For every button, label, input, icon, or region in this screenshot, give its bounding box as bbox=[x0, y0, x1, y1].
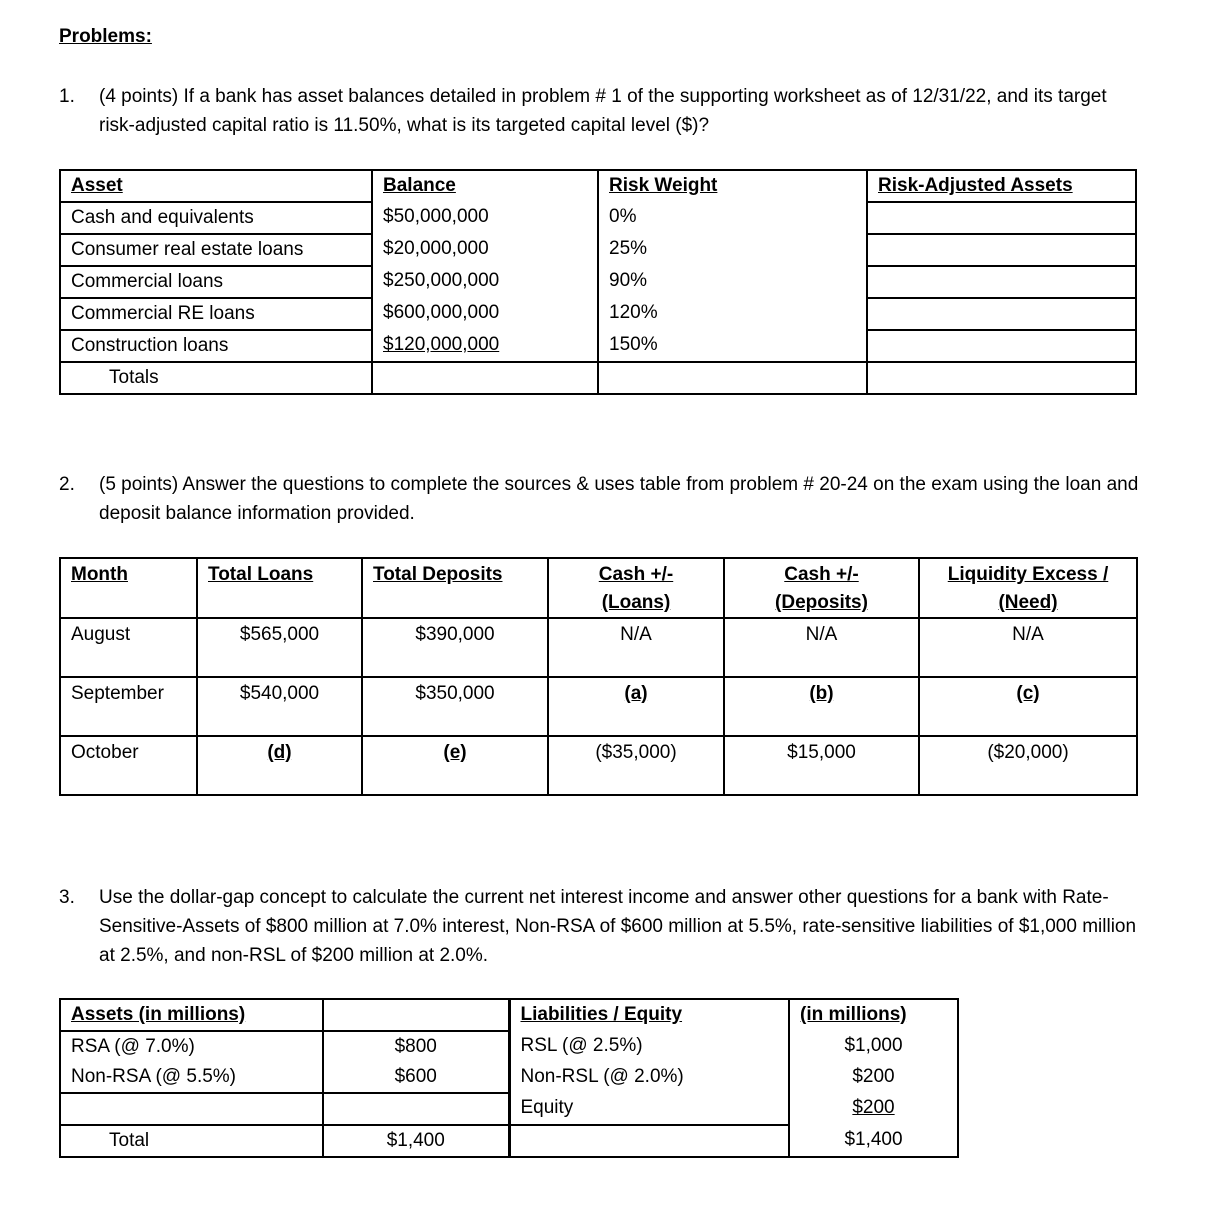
header-risk-adjusted: Risk-Adjusted Assets bbox=[867, 170, 1136, 202]
cell: ($35,000) bbox=[548, 736, 724, 795]
cell: $120,000,000 bbox=[372, 330, 598, 362]
cell: $50,000,000 bbox=[372, 202, 598, 234]
cell: October bbox=[60, 736, 197, 795]
header-cash-deposits bbox=[724, 558, 919, 618]
question-text: Use the dollar-gap concept to calculate the current net interest income and answer other questions for a bank with Rate-Sensitive-Assets of $800 million at 7.0% interest, Non-RSA of $600 million at 5.5%, rate-sensitive liabilities of $1,000 million at 2.5%, and non-RSL of $200 million at 2.0%. bbox=[99, 887, 1137, 966]
question-1 bbox=[59, 82, 1139, 140]
cell: Consumer real estate loans bbox=[60, 234, 372, 266]
cell: 150% bbox=[598, 330, 867, 362]
cell: 25% bbox=[598, 234, 867, 266]
cell: N/A bbox=[548, 618, 724, 677]
header-risk-weight: Risk Weight bbox=[598, 170, 867, 202]
blank-d: (d) bbox=[197, 736, 362, 795]
cell: $600,000,000 bbox=[372, 298, 598, 330]
table-row bbox=[60, 677, 1137, 736]
cell: $350,000 bbox=[362, 677, 548, 736]
dollar-gap-table bbox=[59, 998, 959, 1158]
header-line: (Need) bbox=[998, 592, 1058, 613]
question-number: 2. bbox=[59, 474, 75, 495]
header-liabilities: Liabilities / Equity bbox=[509, 999, 789, 1031]
header-total-deposits: Total Deposits bbox=[362, 558, 548, 618]
totals-row bbox=[60, 1125, 958, 1157]
page-title: Problems: bbox=[59, 26, 152, 47]
question-text: (4 points) If a bank has asset balances detailed in problem # 1 of the supporting worksheet as of 12/31/22, and its target risk-adjusted capital ratio is 11.50%, what is its targeted capital level ($)? bbox=[99, 86, 1107, 136]
cell: RSL (@ 2.5%) bbox=[509, 1031, 789, 1062]
header-in-millions: (in millions) bbox=[789, 999, 958, 1031]
table-row bbox=[60, 234, 1136, 266]
cell: 0% bbox=[598, 202, 867, 234]
cell: Equity bbox=[509, 1093, 789, 1125]
cell: $200 bbox=[789, 1093, 958, 1125]
cell: 120% bbox=[598, 298, 867, 330]
table-row bbox=[60, 736, 1137, 795]
table-header-row bbox=[60, 999, 958, 1031]
cell: $1,400 bbox=[789, 1125, 958, 1157]
header-total-loans: Total Loans bbox=[197, 558, 362, 618]
blank-b: (b) bbox=[724, 677, 919, 736]
cell bbox=[598, 362, 867, 394]
cell: September bbox=[60, 677, 197, 736]
cell bbox=[509, 1125, 789, 1157]
cell bbox=[867, 234, 1136, 266]
question-number: 3. bbox=[59, 887, 75, 908]
risk-weight-table bbox=[59, 169, 1137, 395]
totals-row bbox=[60, 362, 1136, 394]
cell: N/A bbox=[919, 618, 1137, 677]
cell bbox=[867, 298, 1136, 330]
cell bbox=[867, 266, 1136, 298]
cell bbox=[323, 999, 509, 1031]
question-number: 1. bbox=[59, 86, 75, 107]
cell: $15,000 bbox=[724, 736, 919, 795]
table-row bbox=[60, 1031, 958, 1062]
cell: $250,000,000 bbox=[372, 266, 598, 298]
totals-label: Total bbox=[60, 1125, 323, 1157]
table-row bbox=[60, 330, 1136, 362]
cell: $200 bbox=[789, 1062, 958, 1093]
cell bbox=[867, 202, 1136, 234]
sources-uses-table bbox=[59, 557, 1138, 796]
cell: Non-RSA (@ 5.5%) bbox=[71, 1066, 237, 1087]
totals-label: Totals bbox=[60, 362, 372, 394]
cell: ($20,000) bbox=[919, 736, 1137, 795]
blank-e: (e) bbox=[362, 736, 548, 795]
cell: $600 bbox=[323, 1062, 509, 1093]
cell: Construction loans bbox=[60, 330, 372, 362]
cell: Cash and equivalents bbox=[60, 202, 372, 234]
cell: 90% bbox=[598, 266, 867, 298]
table-header-row bbox=[60, 558, 1137, 618]
header-line: (Deposits) bbox=[775, 592, 868, 613]
cell: $390,000 bbox=[362, 618, 548, 677]
cell bbox=[372, 362, 598, 394]
cell: $1,000 bbox=[789, 1031, 958, 1062]
blank-a: (a) bbox=[548, 677, 724, 736]
header-cash-loans bbox=[548, 558, 724, 618]
cell: Commercial RE loans bbox=[60, 298, 372, 330]
question-text: (5 points) Answer the questions to complete the sources & uses table from problem # 20-24 on the exam using the loan and deposit balance information provided. bbox=[99, 474, 1139, 524]
table-row bbox=[60, 266, 1136, 298]
header-assets: Assets (in millions) bbox=[71, 1004, 246, 1025]
cell: $800 bbox=[323, 1031, 509, 1062]
cell: N/A bbox=[724, 618, 919, 677]
header-balance: Balance bbox=[372, 170, 598, 202]
cell: $1,400 bbox=[323, 1125, 509, 1157]
cell bbox=[867, 330, 1136, 362]
cell bbox=[323, 1093, 509, 1125]
table-row bbox=[60, 298, 1136, 330]
cell: $565,000 bbox=[197, 618, 362, 677]
cell: $20,000,000 bbox=[372, 234, 598, 266]
table-row bbox=[60, 1062, 958, 1093]
header-line: Liquidity Excess / bbox=[947, 564, 1109, 585]
header-month: Month bbox=[60, 558, 197, 618]
blank-c: (c) bbox=[919, 677, 1137, 736]
header-line: (Loans) bbox=[601, 592, 671, 613]
question-3 bbox=[59, 883, 1139, 970]
header-line: Cash +/- bbox=[598, 564, 674, 585]
header-asset: Asset bbox=[71, 175, 123, 196]
cell: August bbox=[60, 618, 197, 677]
table-row bbox=[60, 618, 1137, 677]
table-header-row bbox=[60, 170, 1136, 202]
table-row bbox=[60, 202, 1136, 234]
table-row bbox=[60, 1093, 958, 1125]
cell: Non-RSL (@ 2.0%) bbox=[509, 1062, 789, 1093]
question-2 bbox=[59, 470, 1139, 528]
header-line: Cash +/- bbox=[784, 564, 859, 585]
cell bbox=[60, 1093, 323, 1125]
cell bbox=[867, 362, 1136, 394]
cell: Commercial loans bbox=[60, 266, 372, 298]
cell: $540,000 bbox=[197, 677, 362, 736]
header-liquidity bbox=[919, 558, 1137, 618]
cell: RSA (@ 7.0%) bbox=[60, 1031, 323, 1062]
